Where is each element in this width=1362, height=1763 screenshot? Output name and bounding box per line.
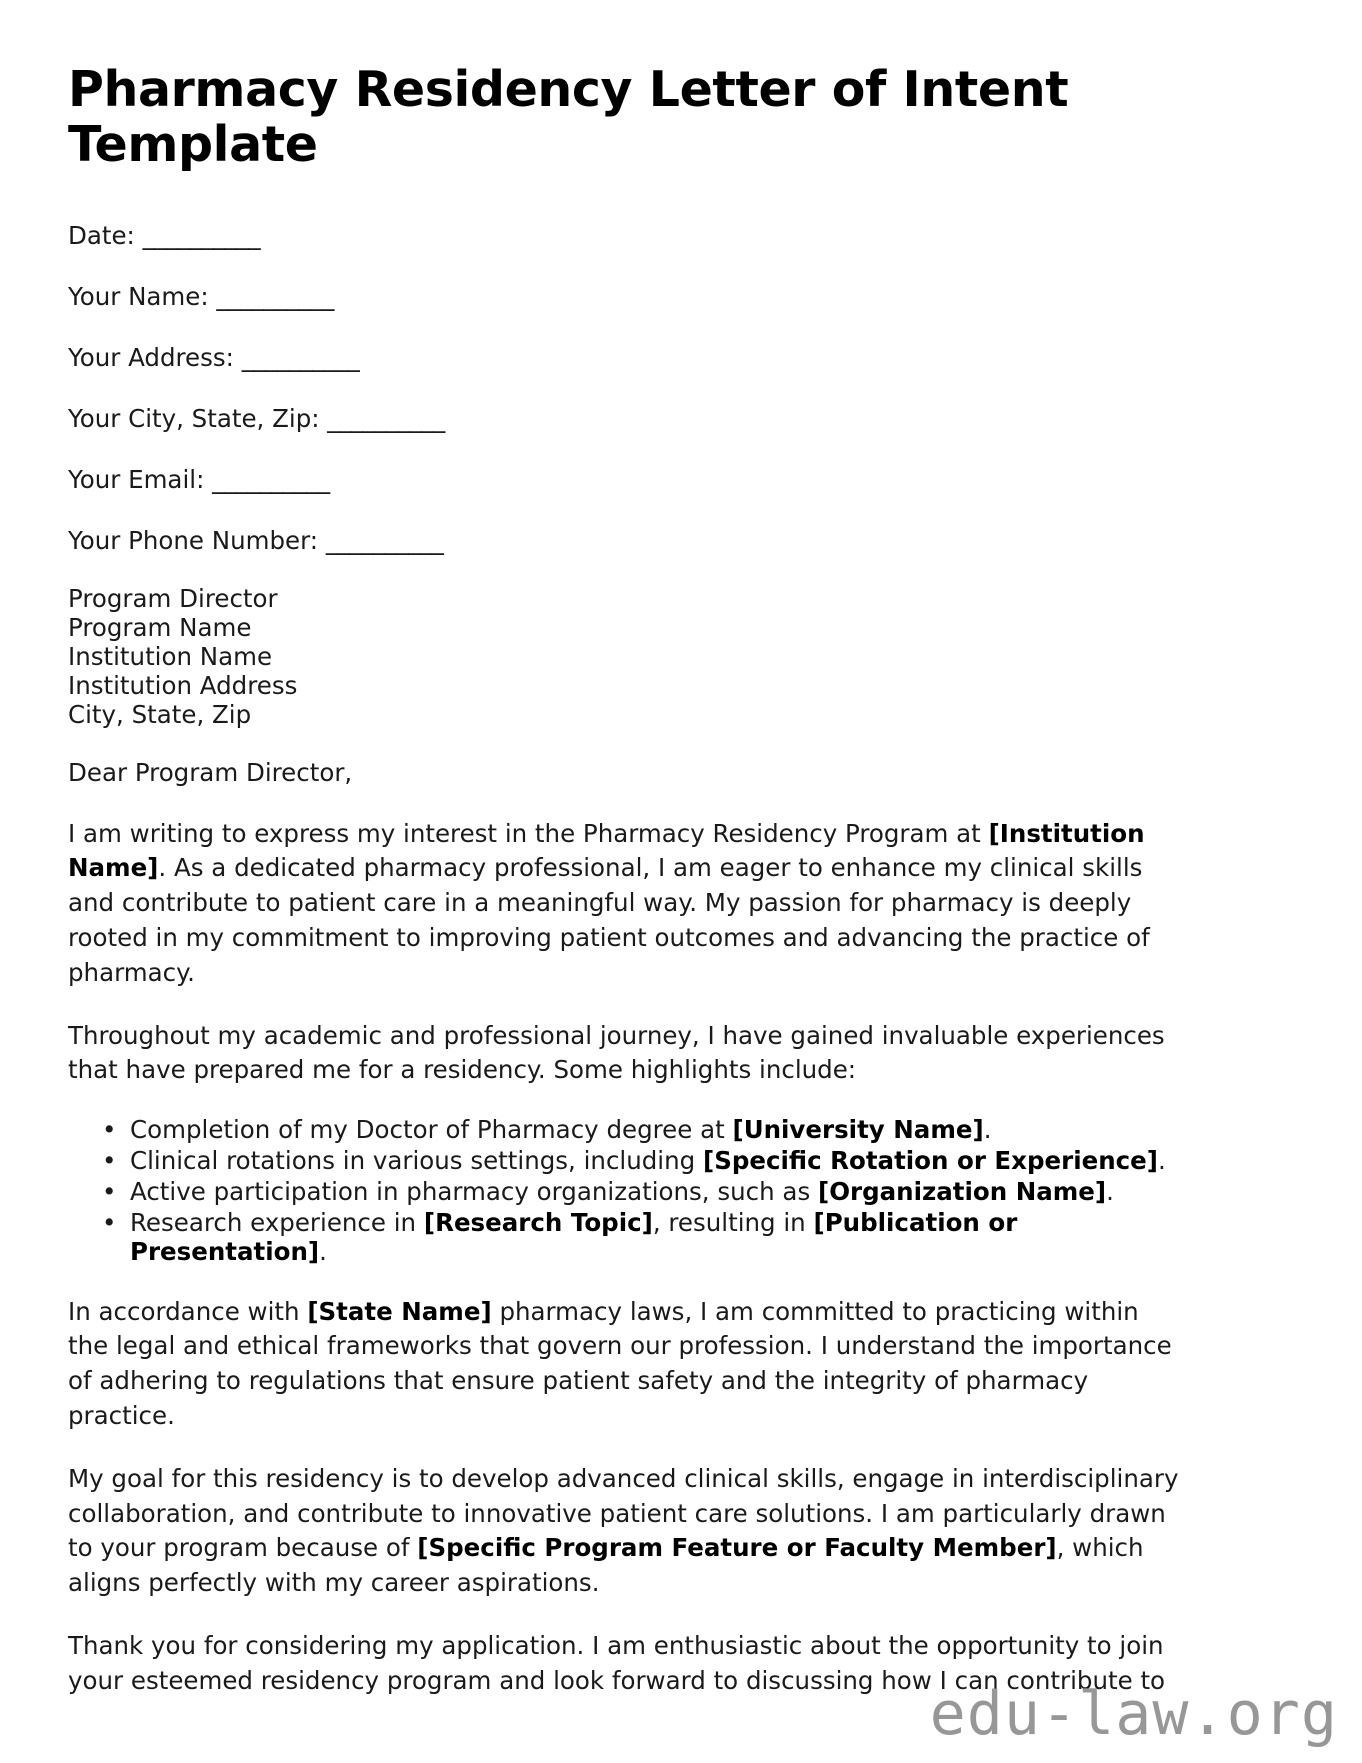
recipient-line-institution-address: Institution Address [68,670,298,700]
highlight-4-text-2: , resulting in [652,1207,814,1237]
field-row-date [68,219,1182,252]
salutation: Dear Program Director, [68,757,353,787]
paragraph-intro [68,817,1182,991]
placeholder-publication-or-presentation: [Publication or Presentation] [130,1207,1018,1266]
placeholder-program-feature-or-faculty: [Specific Program Feature or Faculty Member] [417,1533,1057,1563]
field-row-your-email [68,463,1182,496]
paragraph-highlights-lead: Throughout my academic and professional journey, I have gained invaluable experiences that have prepared me for a residency. Some highlights include: [68,1020,1165,1085]
field-blank-city-state-zip: __________ [327,403,445,433]
highlight-2-text-2: . [1158,1146,1166,1176]
paragraph-state-laws-text-2: pharmacy laws, I am committed to practicing within the legal and ethical frameworks that govern our profession. I understand the importance of adhering to regulations that ensure patient safety and the integrity of pharmacy practice. [68,1296,1172,1431]
sender-fields [68,219,1182,557]
field-blank-your-phone: __________ [325,526,444,556]
field-blank-your-name: __________ [216,281,334,311]
placeholder-state-name: [State Name] [307,1296,492,1326]
list-item [130,1209,1182,1267]
paragraph-intro-text-1: I am writing to express my interest in the Pharmacy Residency Program at [68,818,989,848]
field-label-your-email: Your Email: [68,464,213,494]
paragraph-intro-text-2: . As a dedicated pharmacy professional, I am eager to enhance my clinical skills and contribute to patient care in a meaningful way. My passion for pharmacy is deeply rooted in my commitment to improving patient outcomes and advancing the practice of pharmacy. [68,853,1150,987]
highlight-3-text-1: Active participation in pharmacy organizations, such as [130,1176,818,1206]
paragraph-goals-text-2: , which aligns perfectly with my career aspirations. [68,1533,1144,1598]
field-row-city-state-zip [68,402,1182,435]
field-label-date: Date: [68,220,143,250]
recipient-address-block [68,585,1182,730]
paragraph-state-laws [68,1295,1182,1434]
paragraph-state-laws-text-1: In accordance with [68,1296,308,1326]
list-item [130,1147,1182,1176]
field-row-your-phone [68,524,1182,557]
placeholder-university-name: [University Name] [732,1115,984,1145]
placeholder-institution-name: [Institution Name] [68,818,1145,883]
placeholder-research-topic: [Research Topic] [423,1207,653,1237]
paragraph-closing: Thank you for considering my application. I am enthusiastic about the opportunity to join your esteemed residency program and look forward to discussing how I can contribute to [68,1630,1166,1695]
field-label-city-state-zip: Your City, State, Zip: [68,403,328,433]
highlight-1-text-2: . [983,1115,992,1145]
field-label-your-name: Your Name: [68,281,217,311]
list-item [130,1116,1182,1145]
field-blank-date: __________ [142,220,261,250]
field-row-your-name [68,280,1182,313]
recipient-line-program-name: Program Name [68,613,252,642]
page-title: Pharmacy Residency Letter of Intent Template [68,61,1069,174]
field-blank-your-address: __________ [241,342,360,372]
highlight-1-text-1: Completion of my Doctor of Pharmacy degree at [130,1115,733,1145]
placeholder-specific-rotation: [Specific Rotation or Experience] [703,1146,1158,1176]
field-row-your-address [68,341,1182,374]
placeholder-organization-name: [Organization Name] [818,1176,1107,1206]
highlight-2-text-1: Clinical rotations in various settings, including [130,1146,703,1176]
recipient-line-program-director: Program Director [68,584,278,614]
paragraph-goals [68,1462,1182,1601]
field-label-your-address: Your Address: [68,342,242,372]
paragraph-goals-text-1: My goal for this residency is to develop advanced clinical skills, engage in interdisciplinary collaboration, and contribute to innovative patient care solutions. I am particularly drawn to your program because of [68,1463,1179,1563]
list-item [130,1178,1182,1207]
recipient-line-institution-name: Institution Name [68,641,273,671]
field-blank-your-email: __________ [212,464,330,494]
recipient-line-city-state-zip: City, State, Zip [68,699,252,729]
highlight-4-text-1: Research experience in [130,1207,424,1237]
field-label-your-phone: Your Phone Number: [68,526,326,556]
highlight-3-text-2: . [1106,1176,1114,1206]
highlight-4-text-3: . [319,1236,327,1266]
highlights-list [68,1116,1182,1267]
watermark: edu-law.org [929,1679,1338,1749]
